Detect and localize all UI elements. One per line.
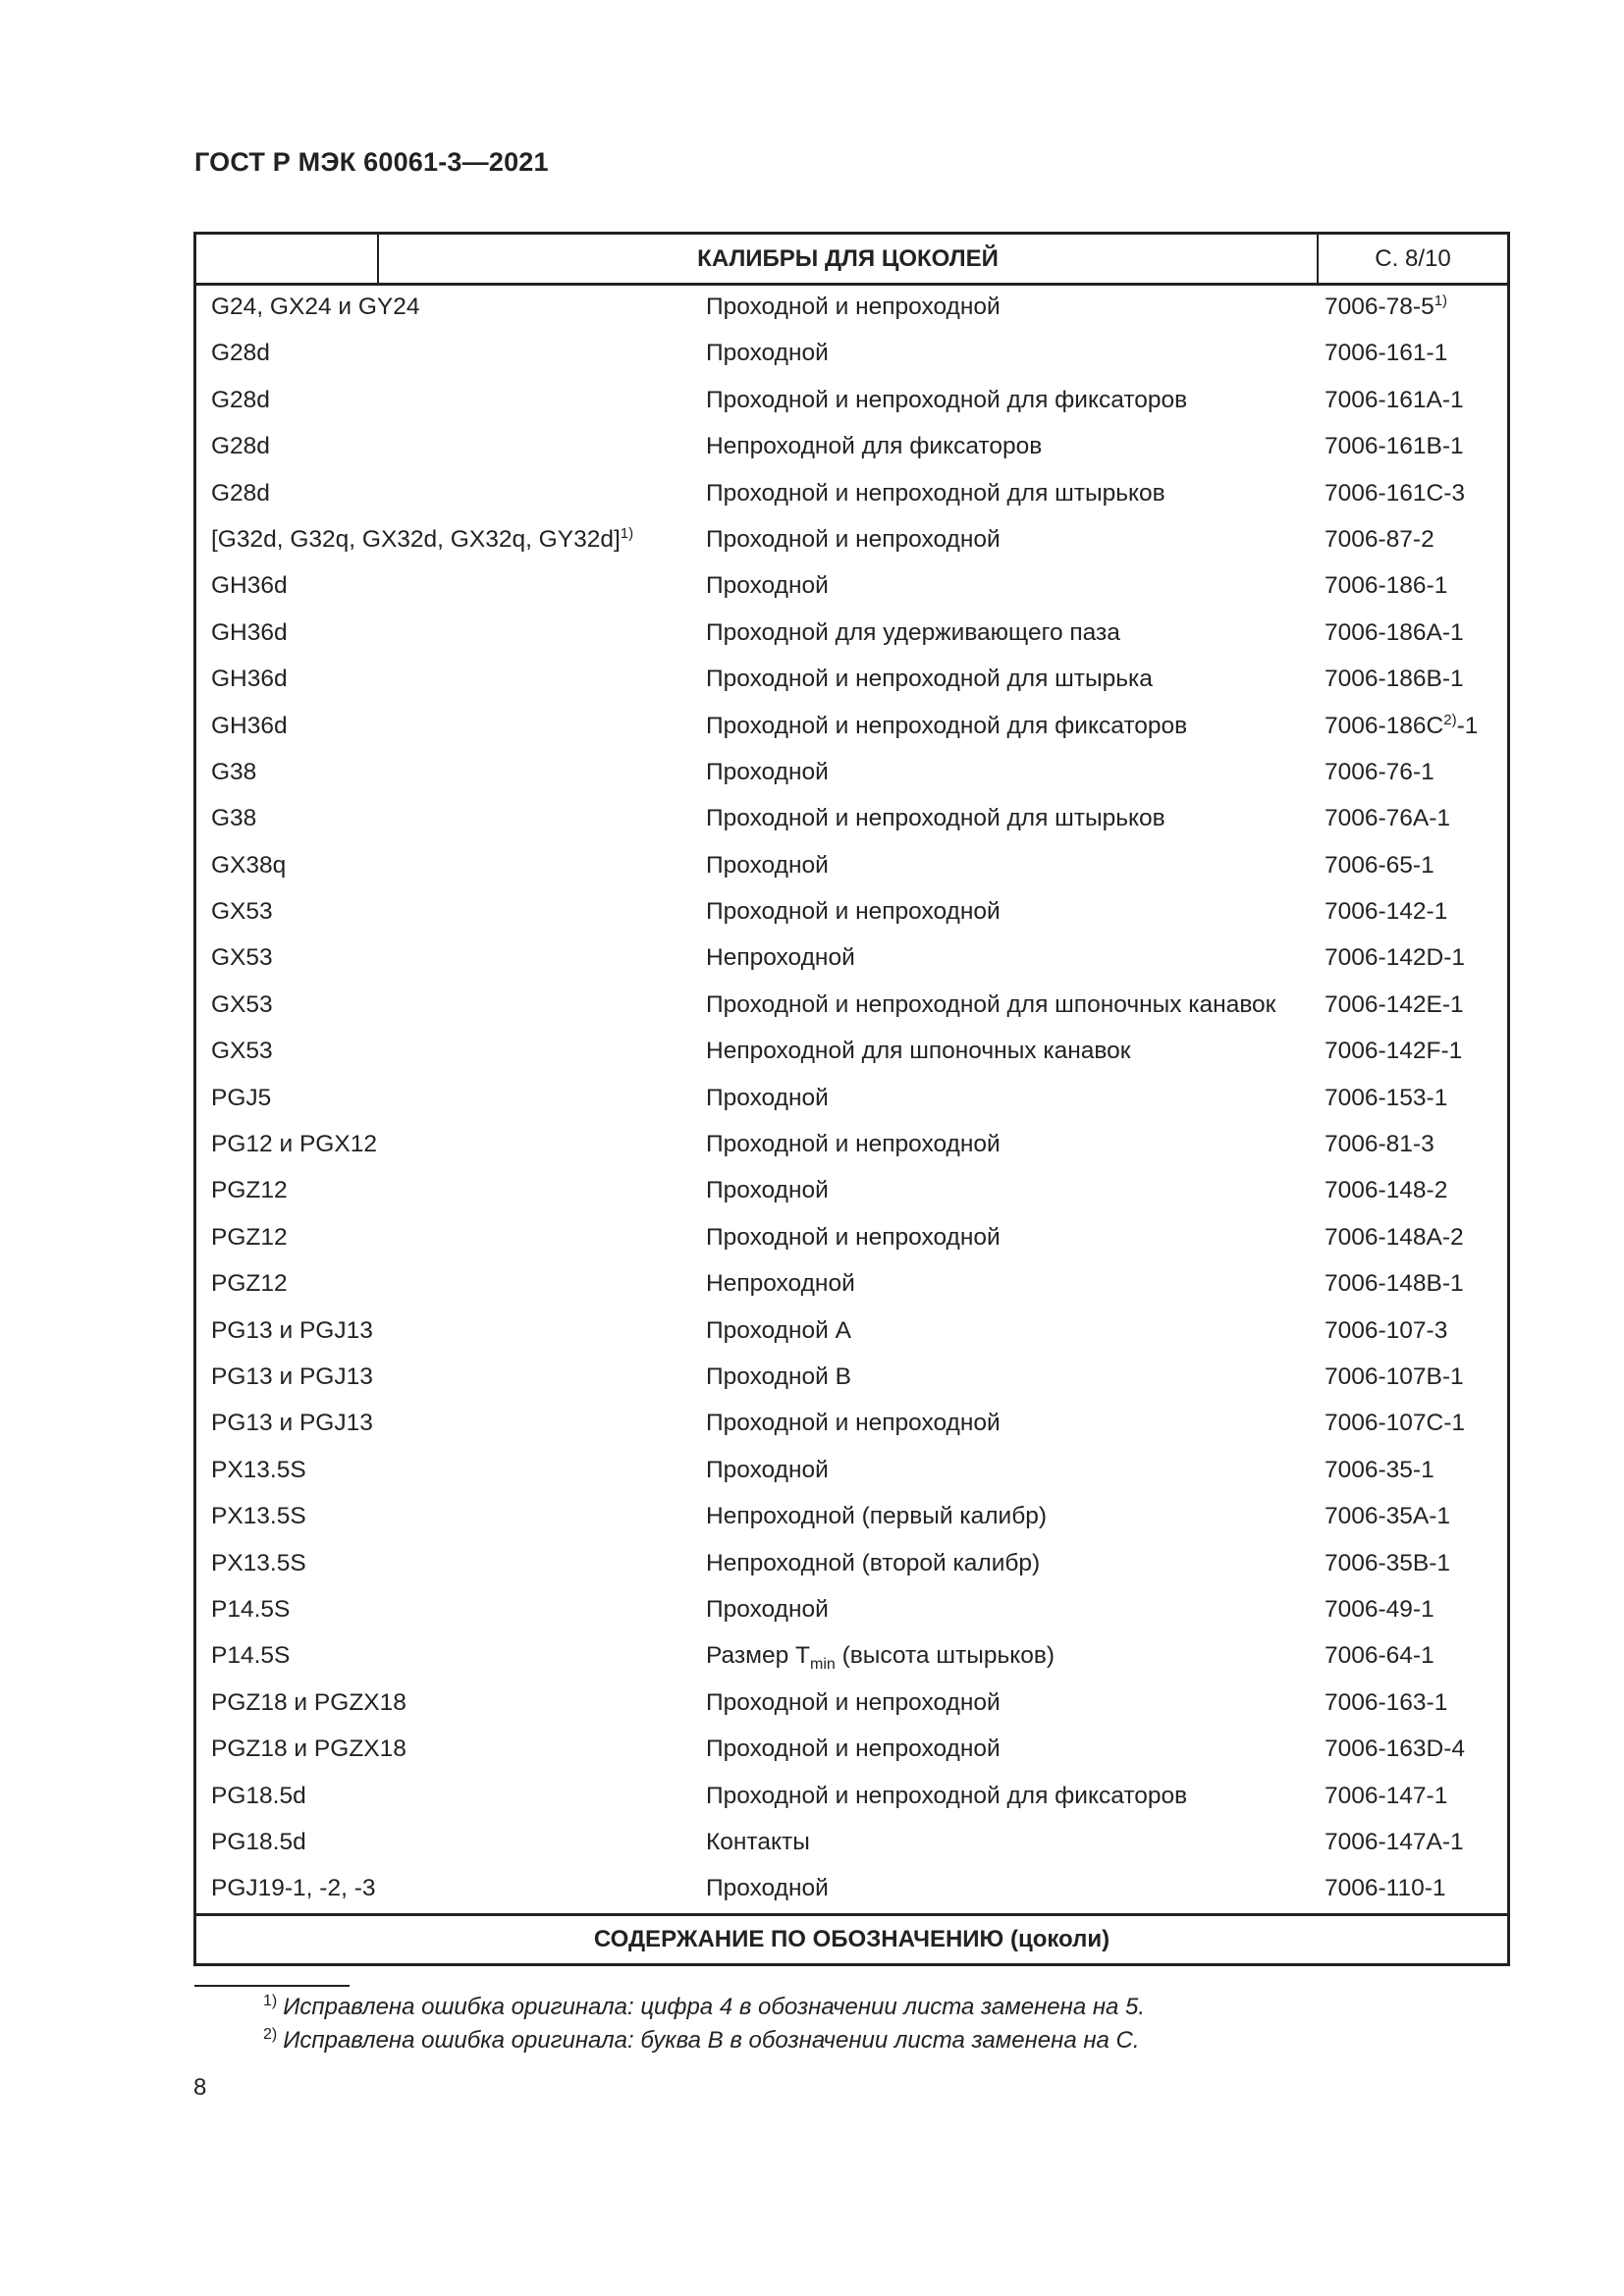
table-row <box>196 425 1507 471</box>
table-row <box>196 1356 1507 1402</box>
table-row <box>196 890 1507 936</box>
document-title: ГОСТ Р МЭК 60061-3—2021 <box>194 147 549 177</box>
table-row <box>196 612 1507 658</box>
cap-designation: PG13 и PGJ13 <box>211 1362 373 1390</box>
table-row <box>196 984 1507 1030</box>
table-row <box>196 1216 1507 1262</box>
table-row <box>196 1495 1507 1541</box>
cap-designation: GH36d <box>211 666 288 693</box>
gauge-type: Проходной и непроходной для штырька <box>706 666 1153 693</box>
sheet-code: 7006-147A-1 <box>1325 1828 1464 1855</box>
footnote-1 <box>263 1993 1145 2021</box>
cap-designation: GX53 <box>211 990 273 1018</box>
footnote-mark: 2) <box>263 2026 278 2043</box>
table-row <box>196 1123 1507 1169</box>
table-row <box>196 1588 1507 1634</box>
cap-designation: GX53 <box>211 898 273 926</box>
table-row <box>196 1634 1507 1681</box>
table-row <box>196 658 1507 704</box>
footnote-2 <box>263 2026 1140 2055</box>
table-row <box>196 1775 1507 1821</box>
sheet-code: $7006-186C^{2)}-1$ <box>1325 711 1479 739</box>
table-row <box>196 1169 1507 1215</box>
cap-designation: PGZ12 <box>211 1223 288 1251</box>
table-row <box>196 1262 1507 1308</box>
gauge-type: Проходной и непроходной <box>706 525 1001 553</box>
sheet-code: 7006-186B-1 <box>1325 666 1464 693</box>
table-row <box>196 1867 1507 1913</box>
gauge-type: Проходной и непроходной <box>706 1735 1001 1763</box>
cap-designation: G38 <box>211 758 257 785</box>
sheet-code: 7006-142F-1 <box>1325 1038 1463 1065</box>
table-row <box>196 751 1507 797</box>
gauge-type: Контакты <box>706 1828 810 1855</box>
cap-designation: PGZ18 и PGZX18 <box>211 1688 406 1716</box>
gauge-type: Проходной и непроходной <box>706 294 1001 320</box>
sheet-code: 7006-107-3 <box>1325 1316 1448 1344</box>
sheet-code: 7006-81-3 <box>1325 1131 1435 1158</box>
footnote-text: Исправлена ошибка оригинала: буква B в обозначении листа заменена на C. <box>283 2027 1140 2054</box>
table-row <box>196 564 1507 611</box>
sheet-code: 7006-161-1 <box>1325 340 1448 367</box>
table-row <box>196 1402 1507 1448</box>
footnote-divider <box>194 1985 350 1987</box>
sheet-code: 7006-148A-2 <box>1325 1223 1464 1251</box>
cap-designation: PGJ19-1, -2, -3 <box>211 1875 376 1902</box>
sheet-code: 7006-142-1 <box>1325 898 1448 926</box>
cap-designation: PGZ12 <box>211 1270 288 1298</box>
table-title: КАЛИБРЫ ДЛЯ ЦОКОЛЕЙ <box>379 235 1319 283</box>
cap-designation: G28d <box>211 340 270 367</box>
sheet-code: 7006-147-1 <box>1325 1782 1448 1809</box>
cap-designation: PGZ18 и PGZX18 <box>211 1735 406 1763</box>
gauge-type: Проходной <box>706 1875 829 1902</box>
cap-designation: [G32d, G32q, GX32d, GX32q, GY32d]$^{1)}$ <box>211 524 634 553</box>
cap-designation: P14.5S <box>211 1642 291 1670</box>
table-row <box>196 518 1507 564</box>
gauge-type: Непроходной <box>706 1270 855 1298</box>
gauge-type: Проходной <box>706 1177 829 1204</box>
cap-designation: PG18.5d <box>211 1782 306 1809</box>
sheet-code: 7006-49-1 <box>1325 1595 1435 1623</box>
cap-designation: G28d <box>211 479 270 507</box>
sheet-code: 7006-161C-3 <box>1325 479 1466 507</box>
cap-designation: PX13.5S <box>211 1456 306 1483</box>
gauge-type: Проходной и непроходной для штырьков <box>706 479 1165 507</box>
gauge-type: Непроходной (первый калибр) <box>706 1503 1048 1530</box>
gauge-type: Проходной и непроходной <box>706 1410 1001 1437</box>
table-row <box>196 1077 1507 1123</box>
cap-designation: G28d <box>211 386 270 413</box>
sheet-code: 7006-35B-1 <box>1325 1549 1451 1576</box>
gauge-type: Проходной <box>706 1456 829 1483</box>
cap-designation: G38 <box>211 805 257 832</box>
sheet-code: 7006-161B-1 <box>1325 433 1464 460</box>
sheet-code: 7006-35-1 <box>1325 1456 1435 1483</box>
gauge-type: Непроходной для шпоночных канавок <box>706 1038 1131 1065</box>
table-row <box>196 1309 1507 1356</box>
sheet-code: 7006-186A-1 <box>1325 618 1464 646</box>
gauge-type: Непроходной (второй калибр) <box>706 1549 1041 1576</box>
sheet-code: 7006-35A-1 <box>1325 1503 1451 1530</box>
sheet-code: 7006-161A-1 <box>1325 386 1464 413</box>
cap-designation: G24, GX24 и GY24 <box>211 294 420 320</box>
gauge-type: Проходной и непроходной для фиксаторов <box>706 386 1188 413</box>
cap-designation: PX13.5S <box>211 1503 306 1530</box>
cap-designation: PG18.5d <box>211 1828 306 1855</box>
cap-designation: PG12 и PGX12 <box>211 1131 377 1158</box>
table-row <box>196 1449 1507 1495</box>
sheet-code: 7006-107C-1 <box>1325 1410 1466 1437</box>
cap-designation: GH36d <box>211 618 288 646</box>
table-row <box>196 797 1507 843</box>
sheet-code: 7006-78-5$^{1)}$ <box>1325 293 1448 320</box>
sheet-code: 7006-65-1 <box>1325 851 1435 879</box>
gauge-type: Проходной <box>706 340 829 367</box>
gauge-type: Размер $T_{min}$ (высота штырьков) <box>706 1642 1056 1674</box>
gauge-type: Проходной B <box>706 1362 851 1390</box>
cap-designation: PG13 и PGJ13 <box>211 1316 373 1344</box>
cap-designation: GX53 <box>211 944 273 972</box>
table-row <box>196 379 1507 425</box>
table-row <box>196 472 1507 518</box>
sheet-code: 7006-110-1 <box>1325 1875 1446 1902</box>
table-footer: СОДЕРЖАНИЕ ПО ОБОЗНАЧЕНИЮ (цоколи) <box>196 1913 1507 1963</box>
table-body <box>196 286 1507 1914</box>
sheet-code: 7006-148-2 <box>1325 1177 1448 1204</box>
table-row <box>196 1728 1507 1774</box>
sheet-code: 7006-107B-1 <box>1325 1362 1464 1390</box>
sheet-number: С. 8/10 <box>1375 244 1451 272</box>
sheet-code: 7006-186-1 <box>1325 572 1448 600</box>
cap-designation: PX13.5S <box>211 1549 306 1576</box>
gauge-type: Непроходной <box>706 944 855 972</box>
sheet-code: 7006-76A-1 <box>1325 805 1451 832</box>
gauge-type: Проходной <box>706 572 829 600</box>
gauge-type: Проходной <box>706 1084 829 1111</box>
gauge-type: Проходной и непроходной для шпоночных канавок <box>706 990 1276 1018</box>
sheet-code: 7006-148B-1 <box>1325 1270 1464 1298</box>
sheet-code: 7006-142E-1 <box>1325 990 1464 1018</box>
gauge-type: Проходной и непроходной <box>706 1131 1001 1158</box>
cap-designation: P14.5S <box>211 1595 291 1623</box>
gauge-type: Проходной и непроходной <box>706 898 1001 926</box>
gauge-type: Проходной A <box>706 1316 851 1344</box>
table-row <box>196 936 1507 983</box>
gauge-type: Проходной и непроходной для фиксаторов <box>706 712 1188 739</box>
table-row <box>196 1030 1507 1076</box>
sheet-code: 7006-163D-4 <box>1325 1735 1466 1763</box>
table-row <box>196 844 1507 890</box>
table-row <box>196 1821 1507 1867</box>
footnote-mark: 1) <box>263 1993 278 2009</box>
cap-designation: GH36d <box>211 712 288 739</box>
sheet-code: 7006-153-1 <box>1325 1084 1448 1111</box>
table-row <box>196 1682 1507 1728</box>
gauge-type: Проходной и непроходной <box>706 1688 1001 1716</box>
gauge-type: Непроходной для фиксаторов <box>706 433 1043 460</box>
cap-designation: GH36d <box>211 572 288 600</box>
sheet-code: 7006-163-1 <box>1325 1688 1448 1716</box>
table-row <box>196 286 1507 332</box>
header-blank-cell <box>196 235 379 283</box>
cap-designation: PGZ12 <box>211 1177 288 1204</box>
table-row <box>196 1542 1507 1588</box>
gauge-type: Проходной <box>706 758 829 785</box>
cap-designation: GX38q <box>211 851 287 879</box>
cap-designation: G28d <box>211 433 270 460</box>
sheet-code: 7006-87-2 <box>1325 525 1435 553</box>
gauge-type: Проходной <box>706 1595 829 1623</box>
gauge-type: Проходной для удерживающего паза <box>706 618 1120 646</box>
gauge-type: Проходной и непроходной <box>706 1223 1001 1251</box>
gauge-type: Проходной <box>706 851 829 879</box>
footnote-text: Исправлена ошибка оригинала: цифра 4 в обозначении листа заменена на 5. <box>283 1994 1146 2020</box>
cap-designation: PG13 и PGJ13 <box>211 1410 373 1437</box>
table-header <box>196 235 1507 286</box>
gauge-type: Проходной и непроходной для штырьков <box>706 805 1165 832</box>
gauge-type: Проходной и непроходной для фиксаторов <box>706 1782 1188 1809</box>
gauges-table <box>193 232 1510 1966</box>
sheet-code: 7006-142D-1 <box>1325 944 1466 972</box>
table-row <box>196 332 1507 378</box>
cap-designation: GX53 <box>211 1038 273 1065</box>
page-number: 8 <box>193 2074 207 2101</box>
cap-designation: PGJ5 <box>211 1084 272 1111</box>
table-row <box>196 705 1507 751</box>
sheet-code: 7006-64-1 <box>1325 1642 1435 1670</box>
sheet-code: 7006-76-1 <box>1325 758 1435 785</box>
